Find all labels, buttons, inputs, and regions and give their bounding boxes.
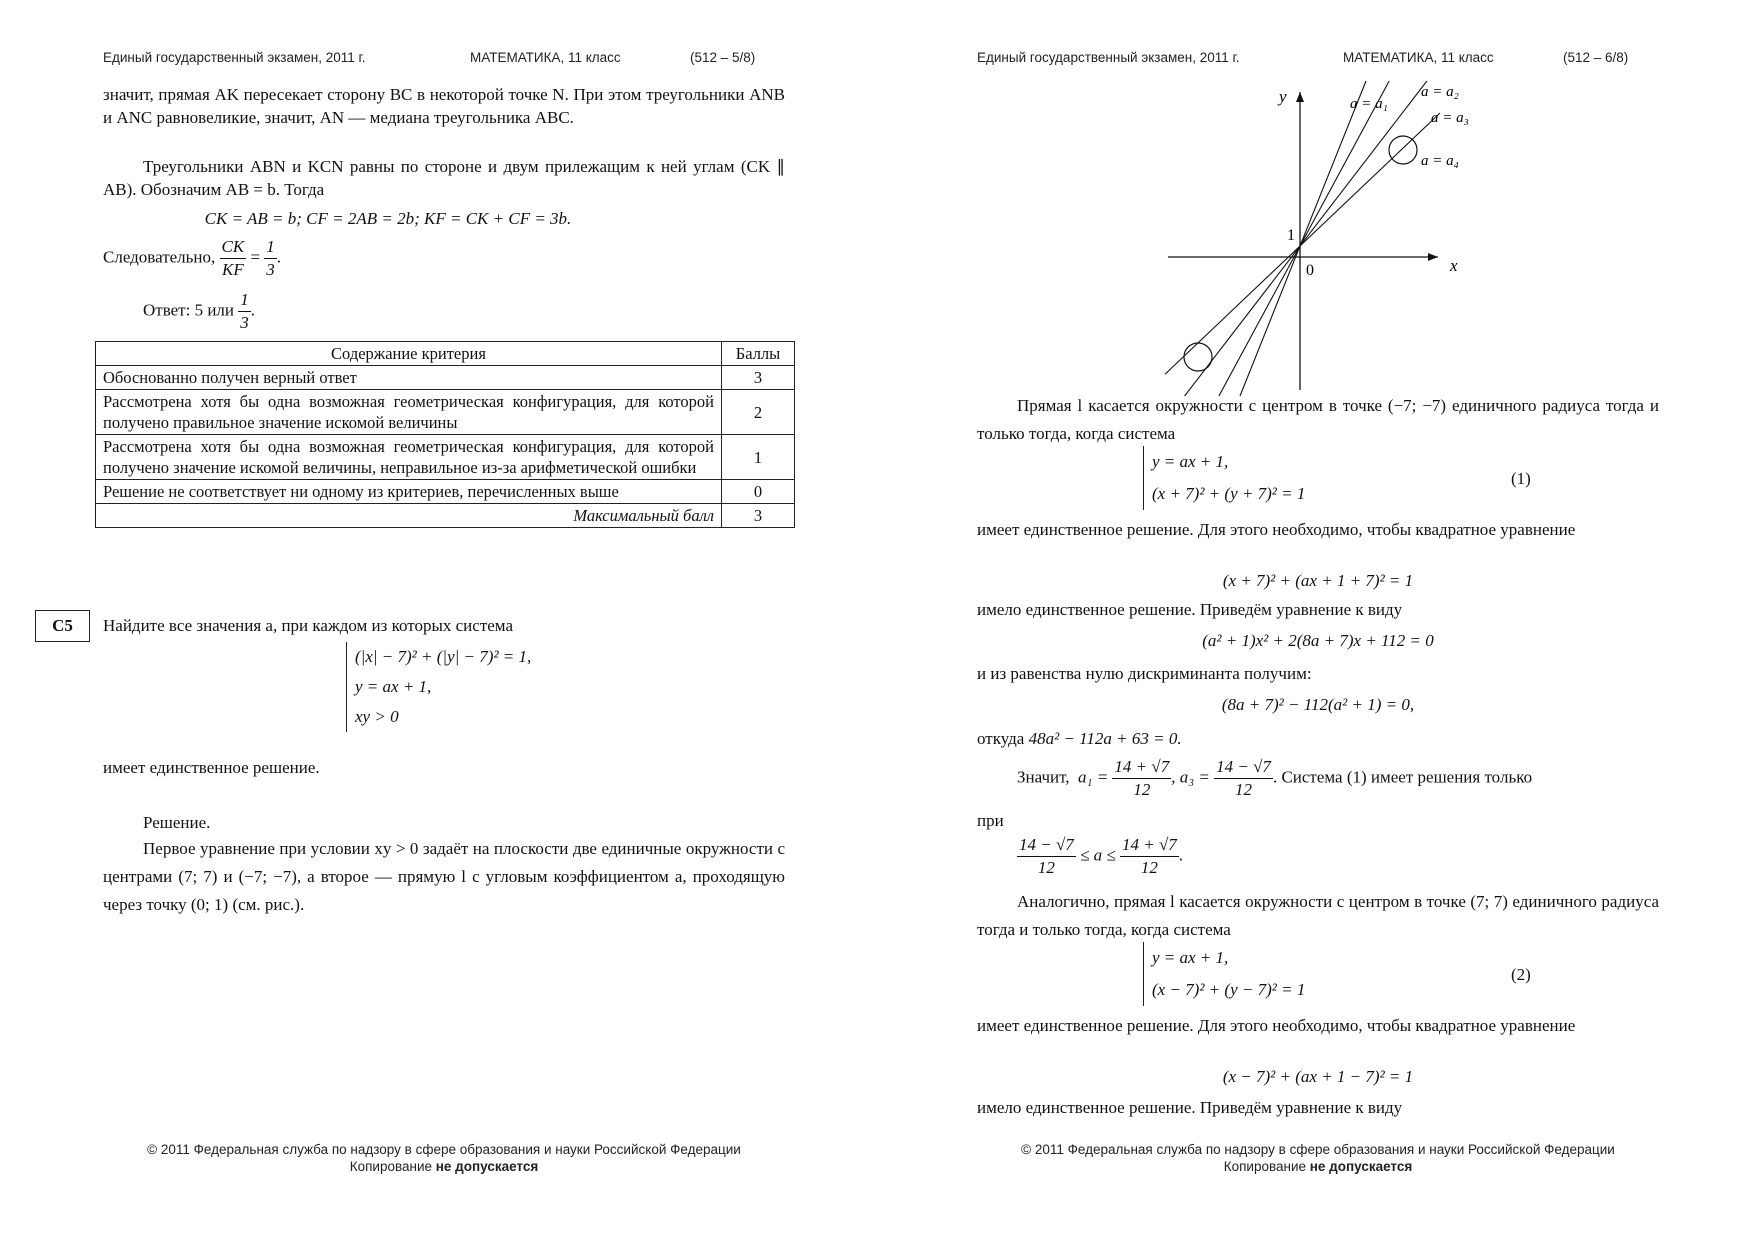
x-axis-label: x [1450,256,1458,275]
tangent-line-a4 [1165,113,1440,374]
system-line: (x − 7)² + (y − 7)² = 1 [1152,980,1306,999]
equation-a: (x + 7)² + (ax + 1 + 7)² = 1 [1222,571,1414,590]
triangles-paragraph: Треугольники ABN и KCN равны по стороне и двум прилежащим к ней углам (CK ∥ AB). Обозначим AB = b. Тогда [103,157,785,199]
a1-den: 12 [1133,780,1151,799]
a1-label: a₁ = [1078,767,1109,787]
ineq-mid: ≤ a ≤ [1080,845,1116,865]
line-label-a1: a = a₁ [1350,96,1388,112]
col-points-header: Баллы [722,342,795,366]
criterion-text: Обоснованно получен верный ответ [96,366,722,390]
criteria-table [95,341,795,528]
paragraph-8: имеет единственное решение. Для этого необходимо, чтобы квадратное уравнение [977,1016,1576,1035]
tangent-line-a2 [1219,81,1389,396]
p5-equation: 48a² − 112a + 63 = 0. [1028,729,1182,748]
a1-num: 14 + √7 [1112,756,1171,779]
paragraph-1: Прямая l касается окружности с центром в точке (−7; −7) единичного радиуса тогда и только тогда, когда система [977,396,1659,443]
system-line: xy > 0 [355,707,399,726]
solution-title: Решение. [143,813,211,832]
footer-copy-bold: не допускается [435,1159,539,1174]
table-row [96,366,795,390]
ratio-value [264,236,277,281]
ineq-right-num: 14 + √7 [1120,834,1179,857]
criterion-points: 1 [722,435,795,480]
p6-prefix: Значит, [1017,767,1070,787]
system-line: y = ax + 1, [1152,452,1229,471]
col-content-header: Содержание критерия [96,342,722,366]
circle-lower [1184,343,1212,371]
ratio-value-num: 1 [264,236,277,259]
footer-copyright: © 2011 Федеральная служба по надзору в сфере образования и науки Российской Федерации [1021,1142,1615,1157]
max-points: 3 [722,504,795,528]
footer-copy-line [977,1158,1659,1175]
answer-fraction [238,289,251,334]
footer [103,1141,785,1175]
consequently-label: Следовательно, [103,247,216,267]
equation-d: (x − 7)² + (ax + 1 − 7)² = 1 [1222,1067,1414,1086]
p6-when: при [977,811,1004,830]
paragraph-3: имело единственное решение. Приведём уравнение к виду [977,600,1403,619]
footer-copy-prefix: Копирование [349,1159,436,1174]
criterion-text: Решение не соответствует ни одному из критериев, перечисленных выше [96,480,722,504]
ratio-fraction [220,236,247,281]
ineq-right-den: 12 [1140,858,1158,877]
table-max-row [96,504,795,528]
left-page [0,0,873,1239]
header-exam: Единый государственный экзамен, 2011 г. [977,50,1240,65]
a3-num: 14 − √7 [1214,756,1273,779]
tangent-lines-figure [873,80,1747,400]
system-2 [1143,942,1305,1006]
solution-text: Первое уравнение при условии xy > 0 задаёт на плоскости две единичные окружности с центрами (7; 7) и (−7; −7), а второе — прямую l с угловым коэффициентом a, проходящую через точку (0; 1) (см. рис.). [103,839,785,914]
paragraph-5 [977,727,1659,750]
equation-c: (8a + 7)² − 112(a² + 1) = 0, [1221,695,1415,714]
tangent-line-a3 [1185,81,1427,396]
a3-den: 12 [1235,780,1253,799]
right-page [873,0,1747,1239]
footer-copy-prefix: Копирование [1223,1159,1310,1174]
paragraph-4: и из равенства нулю дискриминанта получим: [977,664,1312,683]
ineq-right-fraction [1120,834,1179,879]
system-line: y = ax + 1, [355,677,432,696]
answer-label: Ответ: 5 или [143,300,235,320]
ratio-line: Следовательно, $\frac{CK}{KF}$ = $\frac{1}{3}$ . [103,237,282,279]
footer-copy-bold: не допускается [1309,1159,1413,1174]
a1-fraction [1112,756,1171,801]
paragraph-7: Аналогично, прямая l касается окружности с центром в точке (7; 7) единичного радиуса тогда и только тогда, когда система [977,892,1659,939]
equalities-line: CK = AB = b; CF = 2AB = 2b; KF = CK + CF = 3b. [204,209,572,228]
ineq-left-fraction [1017,834,1076,879]
system-line: (x + 7)² + (y + 7)² = 1 [1152,484,1306,503]
table-header-row [96,342,795,366]
footer-copyright: © 2011 Федеральная служба по надзору в сфере образования и науки Российской Федерации [147,1142,741,1157]
tangent-lines [1165,81,1440,396]
table-row [96,390,795,435]
header-code: (512 – 5/8) [690,50,756,65]
criterion-points: 2 [722,390,795,435]
task-system [346,642,531,732]
paragraph-6 [1017,756,1659,801]
answer-num: 1 [238,289,251,312]
header-code: (512 – 6/8) [1563,50,1629,65]
table-row [96,480,795,504]
criterion-text: Рассмотрена хотя бы одна возможная геометрическая конфигурация, для которой получено правильное значение искомой величины [96,390,722,435]
system-line: y = ax + 1, [1152,948,1229,967]
tangent-line-a1 [1240,81,1366,396]
a3-label: , a₃ = [1171,767,1210,787]
ineq-left-num: 14 − √7 [1017,834,1076,857]
equation-b: (a² + 1)x² + 2(8a + 7)x + 112 = 0 [1202,631,1434,650]
line-label-a4: a = a₄ [1421,153,1459,169]
y-axis-label: y [1279,87,1287,106]
equation-number-2: (2) [1511,965,1531,984]
task-text: Найдите все значения a, при каждом из которых система [103,616,513,635]
task-label-box: C5 [35,610,90,642]
intro-paragraph: значит, прямая AK пересекает сторону BC в некоторой точке N. При этом треугольники ANB и ANC равновеликие, значит, AN — медиана треугольника ABC. [103,85,785,127]
one-label: 1 [1287,227,1295,244]
ineq-left-den: 12 [1037,858,1055,877]
y-axis-arrow [1296,92,1304,102]
table-row [96,435,795,480]
ratio-den: KF [221,260,244,279]
answer-den: 3 [240,313,249,332]
header-subject: МАТЕМАТИКА, 11 класс [1343,50,1494,65]
task-end: имеет единственное решение. [103,758,320,777]
answer-line: Ответ: 5 или $\frac{1}{3}$ . [143,290,256,332]
max-label: Максимальный балл [96,504,722,528]
line-label-a2: a = a₂ [1421,84,1459,100]
ratio-num: CK [220,236,247,259]
zero-label: 0 [1306,262,1314,279]
criterion-points: 3 [722,366,795,390]
equation-number-1: (1) [1511,469,1531,488]
criterion-points: 0 [722,480,795,504]
circle-upper [1389,136,1417,164]
a3-fraction [1214,756,1273,801]
line-label-a3: a = a₃ [1431,110,1469,126]
p6-suffix: . Система (1) имеет решения только [1272,767,1533,787]
x-axis-arrow [1428,253,1438,261]
system-1 [1143,446,1305,510]
footer-copy-line [103,1158,785,1175]
p5-prefix: откуда [977,729,1025,748]
footer [977,1141,1659,1175]
ratio-value-den: 3 [266,260,275,279]
criterion-text: Рассмотрена хотя бы одна возможная геометрическая конфигурация, для которой получено значение искомой величины, неправильное из-за арифметической ошибки [96,435,722,480]
inequality: $\frac{14 - √7}{12}$ ≤ a ≤ $\frac{14 + √7}{12}$ . [1019,835,1184,877]
header-exam: Единый государственный экзамен, 2011 г. [103,50,366,65]
system-line: (|x| − 7)² + (|y| − 7)² = 1, [355,647,532,666]
paragraph-2: имеет единственное решение. Для этого необходимо, чтобы квадратное уравнение [977,520,1576,539]
header-subject: МАТЕМАТИКА, 11 класс [470,50,621,65]
paragraph-9: имело единственное решение. Приведём уравнение к виду [977,1098,1403,1117]
